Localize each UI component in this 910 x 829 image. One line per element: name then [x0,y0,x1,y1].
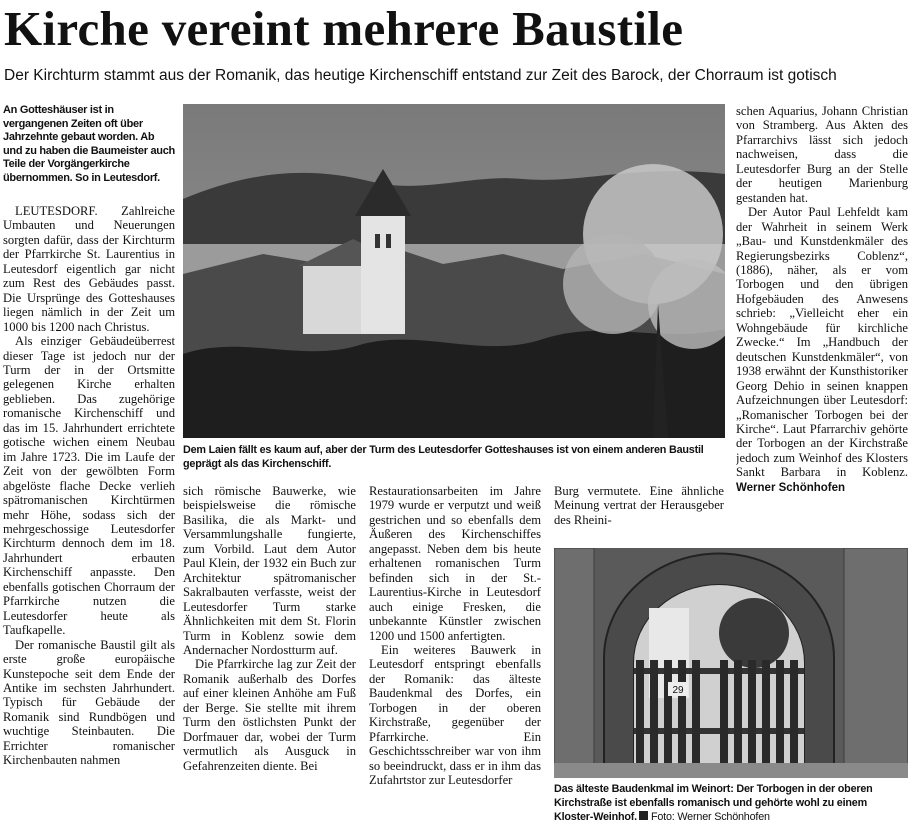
article-column-2 [183,484,356,829]
paragraph: Als einziger Gebäudeüberrest dieser Tage ist jedoch nur der Turm der in der Ortsmitte gelegenen Kirche erhalten geblieben. Das zugehörige romanische Kirchenschiff und das im 15. Jahrhundert errichtete gotische wichen einem Neubau im Jahre 1723. Die im Laufe der Zeit von der gewölbten Form abgelöste flache Decke verlieh spätromanischen Kirchtürmen mehr Höhe, sodass sich der mehrgeschossige Leutesdorfer Kirchturm dennoch dem im 18. Jahrhundert erbauten Kirchenschiff anpasste. Den ebenfalls gotischen Chorraum der Pfarrkirche nutzen die Leutesdorfer heute als Taufkapelle. [3,334,175,638]
paragraph-text: Der Autor Paul Lehfeldt kam der Wahrheit in seinem Werk „Bau- und Kunstdenkmäler des Regierungsbezirks Coblenz“, (1886), näher, als er vom Torbogen und den übrigen Hofgebäuden des Anwesens schrieb: „Vielleicht eher ein Wohngebäude für kirchliche Zwecke.“ Im „Handbuch der deutschen Kunstdenkmäler“, von 1938 erwähnt der Kunsthistoriker Georg Dehio in seinen knappen Aufzeichnungen über Leutesdorf: „Romanischer Torbogen bei der Kirche“. Laut Pfarrarchiv gehörte der Torbogen an der Kirchstraße jedoch zum Weinhof des Klosters Sankt Barbara in Koblenz. [736,205,908,480]
paragraph: sich römische Bauwerke, wie beispielsweise die römische Basilika, die als Markt- und Versammlungshalle fungierte, zum Vorbild. Laut dem Autor Paul Klein, der 1932 ein Buch zur Architektur spätromanischer Sakralbauten verfasste, weist der Leutesdorfer Turm starke Ähnlichkeiten mit dem St. Florin Turm in Koblenz sowie dem Andernacher Nordostturm auf. [183,484,356,657]
headline: Kirche vereint mehrere Baustile [4,1,684,56]
archway-photo [554,548,908,778]
paragraph: Ein weiteres Bauwerk in Leutesdorf entspringt ebenfalls der Romanik: das älteste Baudenkmal des Dorfes, ein Torbogen in der oberen Kirchstraße, gegenüber der Pfarrkirche. Ein Geschichtsschreiber war von ihm so beeindruckt, dass er in ihm das Zufahrtstor zur Leutesdorfer [369,642,541,788]
subheadline: Der Kirchturm stammt aus der Romanik, das heutige Kirchenschiff entstand zur Zeit des Barock, der Chorraum ist gotisch [4,67,837,84]
church-photo [183,104,725,438]
photo-credit: Foto: Werner Schönhofen [650,811,770,823]
article-column-5 [736,104,908,534]
church-photo-caption: Dem Laien fällt es kaum auf, aber der Turm des Leutesdorfer Gotteshauses ist von einem anderen Baustil geprägt als das Kirchenschiff. [183,444,704,470]
square-bullet-icon [639,811,648,820]
paragraph: LEUTESDORF. Zahlreiche Umbauten und Neuerungen sorgten dafür, dass der Kirchturm der Pfarrkirche St. Laurentius in Leutesdorf eigentlich gar nicht zum Rest des Gebäudes passt. Die Ursprünge des Gotteshauses liegen nämlich in der Zeit um 1000 bis 1200 nach Christus. [3,204,175,334]
article-column-4 [554,484,724,544]
paragraph: Die Pfarrkirche lag zur Zeit der Romanik außerhalb des Dorfes auf einer kleinen Anhöhe am Fuß der Berge. Sie stellte mit ihrem Turm den östlichsten Punkt der Dorfmauer dar, wobei der Turm vermutlich als Ausguck in Gefahrenzeiten diente. Bei [183,657,356,773]
archway-photo-caption [554,782,908,824]
article-column-3 [369,484,541,829]
paragraph: schen Aquarius, Johann Christian von Stramberg. Aus Akten des Pfarrarchivs lässt sich jedoch nachweisen, dass die Leutesdorfer Burg an der Stelle der heutigen Marienburg gestanden hat. [736,104,908,205]
gate-number-sign: 29 [672,685,684,696]
paragraph [736,205,908,495]
paragraph: Burg vermutete. Eine ähnliche Meinung vertrat der Herausgeber des Rheini- [554,484,724,527]
caption-text: Das älteste Baudenkmal im Weinort: Der Torbogen in der oberen Kirchstraße ist ebenfalls romanisch und gehörte wohl zu einem Kloster-Weinhof. [554,783,873,823]
paragraph: Restaurationsarbeiten im Jahre 1979 wurde er verputzt und weiß gestrichen und so ebenfalls dem Äußeren des Kirchenschiffes angepasst. Neben dem bis heute erhaltenen romanischen Turm befinden sich in der St.-Laurentius-Kirche in Leutesdorf auch einige Fresken, die unbekannte Künstler zwischen 1200 und 1500 anfertigten. [369,484,541,643]
lead-paragraph: An Gotteshäuser ist in vergangenen Zeiten oft über Jahrzehnte gebaut worden. Ab und zu haben die Baumeister auch Teile der Vorgängerkirche übernommen. So in Leutesdorf. [3,104,175,184]
paragraph: Der romanische Baustil gilt als erste große europäische Kunstepoche seit dem Ende der Antike im sechsten Jahrhundert. Typisch für Gebäude der Romanik sind Rundbögen und wuchtige Steinbauten. Die Errichter romanischer Kirchenbauten nahmen [3,637,175,768]
author-byline: Werner Schönhofen [736,481,846,494]
article-column-1 [3,204,175,829]
